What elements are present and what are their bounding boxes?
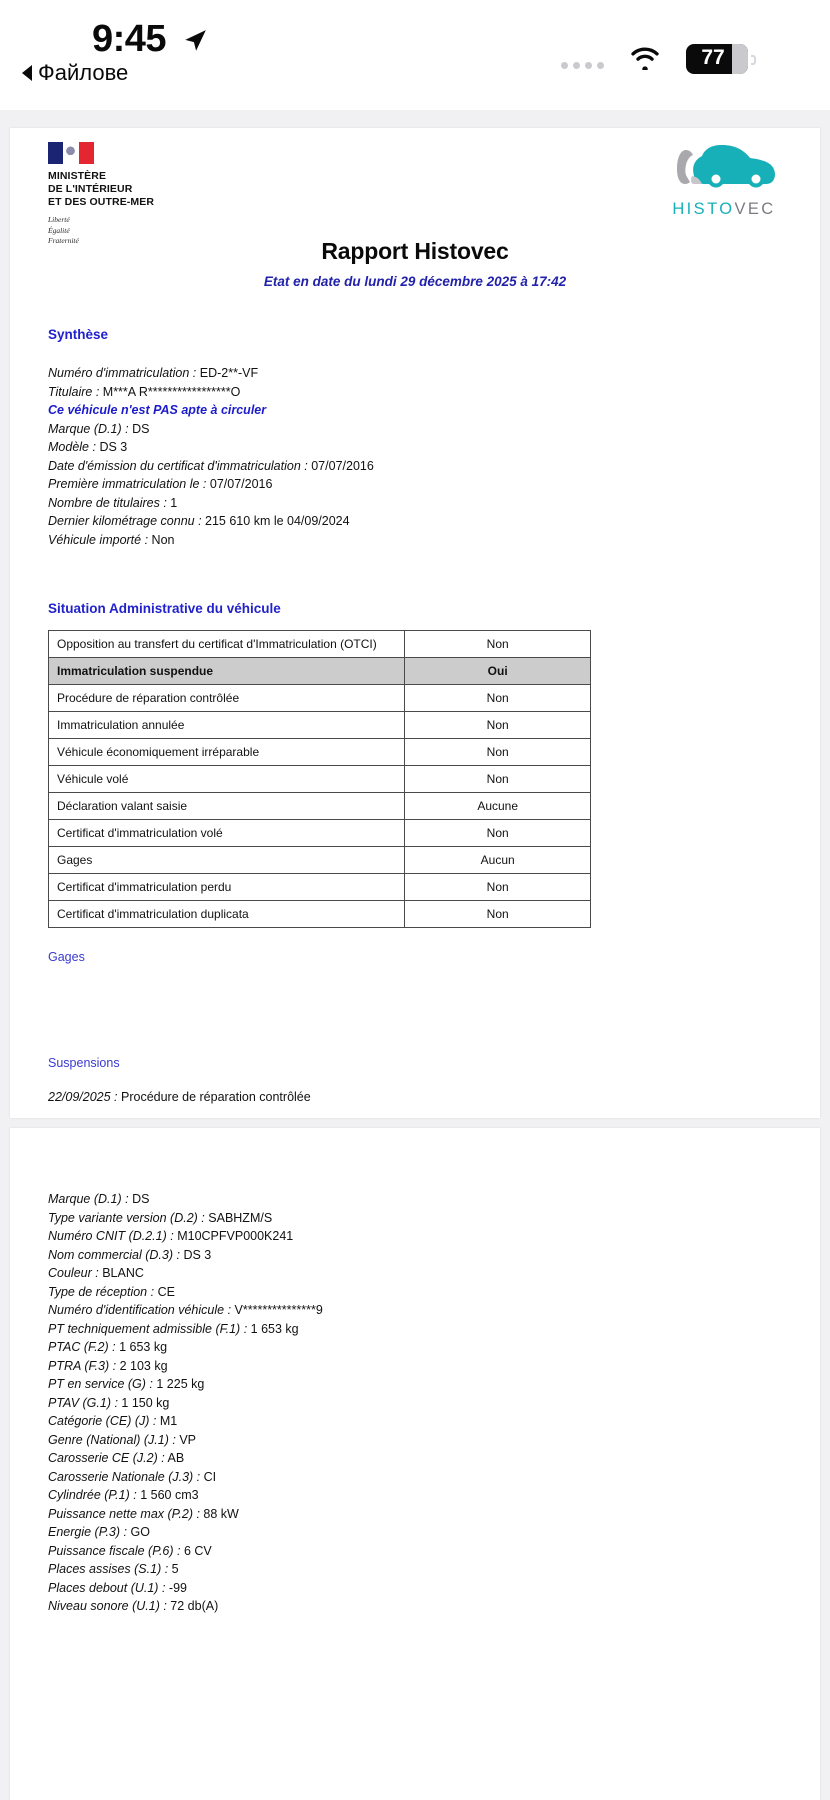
- label-cylindree: Cylindrée (P.1) :: [48, 1488, 137, 1502]
- logo-text-grey: VEC: [734, 200, 776, 218]
- row-value: Non: [405, 631, 591, 658]
- situation-administrative-table: [48, 630, 591, 928]
- table-row: [49, 739, 591, 766]
- vehicle-status-alert: Ce véhicule n'est PAS apte à circuler: [48, 403, 267, 417]
- synthese-row-date-emission: [48, 457, 782, 476]
- value-modele: DS 3: [99, 440, 128, 454]
- label-places-debout: Places debout (U.1) :: [48, 1580, 166, 1595]
- carac-row-marque: [48, 1190, 782, 1209]
- row-label: Immatriculation annulée: [49, 712, 405, 739]
- value-categorie: M1: [159, 1414, 178, 1428]
- value-carosserie-ce: AB: [167, 1451, 185, 1465]
- row-label: Immatriculation suspendue: [49, 658, 405, 685]
- value-titulaire: M***A R*****************O: [102, 384, 241, 399]
- label-type-variante: Type variante version (D.2) :: [48, 1210, 205, 1225]
- value-cylindree: 1 560 cm3: [140, 1488, 199, 1502]
- section-heading-gages: Gages: [48, 950, 85, 964]
- synthese-row-kilometrage: [48, 512, 782, 531]
- caracteristiques-list: [48, 1190, 782, 1616]
- french-flag-icon: [48, 142, 94, 164]
- value-puissance-fiscale: 6 CV: [183, 1543, 212, 1558]
- label-energie: Energie (P.3) :: [48, 1525, 127, 1539]
- ministry-line-2: DE L'INTÉRIEUR: [48, 183, 133, 196]
- synthese-row-marque: [48, 420, 782, 439]
- wifi-icon: [628, 44, 662, 70]
- location-arrow-icon: [182, 28, 208, 54]
- label-puissance-fiscale: Puissance fiscale (P.6) :: [48, 1543, 181, 1558]
- battery-percentage-label: 77: [701, 46, 725, 69]
- label-categorie: Catégorie (CE) (J) :: [48, 1414, 157, 1428]
- row-value: Non: [405, 874, 591, 901]
- value-niveau-sonore: 72 db(A): [170, 1599, 219, 1613]
- carac-row-nom-commercial: [48, 1246, 782, 1265]
- label-pt-admissible: PT techniquement admissible (F.1) :: [48, 1321, 248, 1336]
- carac-row-categorie: [48, 1412, 782, 1431]
- value-nombre-titulaires: 1: [170, 495, 178, 510]
- value-genre: VP: [179, 1432, 196, 1447]
- table-row: [49, 874, 591, 901]
- label-ptac: PTAC (F.2) :: [48, 1340, 116, 1354]
- table-row-highlighted: [49, 658, 591, 685]
- section-heading-situation: Situation Administrative du véhicule: [48, 601, 281, 616]
- label-ptra: PTRA (F.3) :: [48, 1358, 117, 1373]
- synthese-row-modele: [48, 438, 782, 457]
- table-body: [49, 631, 591, 928]
- row-value: Non: [405, 901, 591, 928]
- value-marque: DS: [132, 421, 150, 436]
- synthese-row-immatriculation: [48, 364, 782, 383]
- document-page-2: [10, 1128, 820, 1800]
- value-ptac: 1 653 kg: [119, 1340, 168, 1354]
- value-premiere-immat: 07/07/2016: [209, 477, 273, 491]
- row-label: Déclaration valant saisie: [49, 793, 405, 820]
- carac-row-type-variante: [48, 1209, 782, 1228]
- value-ptav: 1 150 kg: [121, 1395, 170, 1410]
- row-value: Non: [405, 739, 591, 766]
- row-label: Certificat d'immatriculation perdu: [49, 874, 405, 901]
- carac-row-puissance-fiscale: [48, 1542, 782, 1561]
- carac-row-type-reception: [48, 1283, 782, 1302]
- value-date-emission: 07/07/2016: [311, 458, 374, 473]
- carac-row-carosserie-nat: [48, 1468, 782, 1487]
- table-row: [49, 793, 591, 820]
- label-carosserie-ce: Carosserie CE (J.2) :: [48, 1451, 165, 1465]
- table-row: [49, 901, 591, 928]
- back-to-files-button[interactable]: [22, 60, 128, 86]
- label-carosserie-nationale: Carosserie Nationale (J.3) :: [48, 1469, 201, 1484]
- value-places-assises: 5: [171, 1562, 179, 1576]
- table-row: [49, 712, 591, 739]
- table-row: [49, 820, 591, 847]
- row-value: Oui: [405, 658, 591, 685]
- label-titulaire: Titulaire :: [48, 384, 100, 399]
- row-value: Non: [405, 685, 591, 712]
- label-kilometrage: Dernier kilométrage connu :: [48, 514, 202, 528]
- carac-row-puissance-nette: [48, 1505, 782, 1524]
- synthese-row-importe: [48, 531, 782, 550]
- carac-row-vin: [48, 1301, 782, 1320]
- section-heading-synthese: Synthèse: [48, 327, 109, 342]
- table-row: [49, 766, 591, 793]
- table-row: [49, 631, 591, 658]
- letterhead: [10, 128, 820, 246]
- label-nom-commercial: Nom commercial (D.3) :: [48, 1247, 180, 1262]
- synthese-row-premiere-immat: [48, 475, 782, 494]
- ios-status-bar: [0, 0, 830, 110]
- label-marque: Marque (D.1) :: [48, 1192, 129, 1206]
- value-nom-commercial: DS 3: [183, 1247, 212, 1262]
- row-value: Non: [405, 712, 591, 739]
- synthese-list: [48, 364, 782, 549]
- ministry-line-3: ET DES OUTRE-MER: [48, 196, 155, 209]
- carac-row-cylindree: [48, 1486, 782, 1505]
- status-bar-clock: 9:45: [92, 18, 167, 60]
- logo-text-teal: HISTO: [672, 200, 735, 218]
- value-type-reception: CE: [157, 1284, 175, 1299]
- value-vehicule-importe: Non: [151, 532, 175, 547]
- label-marque: Marque (D.1) :: [48, 421, 129, 436]
- carac-row-genre: [48, 1431, 782, 1450]
- row-label: Véhicule économiquement irréparable: [49, 739, 405, 766]
- value-couleur: BLANC: [102, 1266, 144, 1280]
- row-label: Gages: [49, 847, 405, 874]
- carac-row-ptra: [48, 1357, 782, 1376]
- label-numero-immatriculation: Numéro d'immatriculation :: [48, 366, 197, 380]
- row-label: Certificat d'immatriculation duplicata: [49, 901, 405, 928]
- carac-row-cnit: [48, 1227, 782, 1246]
- suspension-entry: [48, 1088, 782, 1107]
- row-value: Non: [405, 766, 591, 793]
- suspension-entry-date: 22/09/2025 :: [48, 1090, 118, 1104]
- label-ptav: PTAV (G.1) :: [48, 1395, 118, 1410]
- suspension-entry-text: Procédure de réparation contrôlée: [121, 1090, 311, 1104]
- label-vin: Numéro d'identification véhicule :: [48, 1303, 232, 1317]
- carac-row-couleur: [48, 1264, 782, 1283]
- histovec-car-icon: [668, 138, 780, 194]
- label-type-reception: Type de réception :: [48, 1284, 155, 1299]
- row-label: Véhicule volé: [49, 766, 405, 793]
- carac-row-ptac: [48, 1338, 782, 1357]
- ministry-name: [48, 170, 154, 210]
- value-pt-admissible: 1 653 kg: [250, 1321, 299, 1336]
- carac-row-places-assises: [48, 1560, 782, 1579]
- label-vehicule-importe: Véhicule importé :: [48, 532, 149, 547]
- document-page-1: [10, 128, 820, 1118]
- label-nombre-titulaires: Nombre de titulaires :: [48, 495, 167, 510]
- label-couleur: Couleur :: [48, 1266, 99, 1280]
- row-label: Opposition au transfert du certificat d'Immatriculation (OTCI): [49, 631, 405, 658]
- label-date-emission: Date d'émission du certificat d'immatriculation :: [48, 458, 308, 473]
- cellular-dots-icon: [561, 62, 604, 69]
- battery-tip-icon: [751, 55, 756, 65]
- histovec-wordmark: [664, 200, 784, 219]
- carac-row-places-debout: [48, 1579, 782, 1598]
- value-carosserie-nationale: CI: [203, 1469, 217, 1484]
- republic-motto: [48, 215, 154, 248]
- label-premiere-immat: Première immatriculation le :: [48, 477, 207, 491]
- carac-row-niveau-sonore: [48, 1597, 782, 1616]
- row-value: Aucun: [405, 847, 591, 874]
- carac-row-carosserie-ce: [48, 1449, 782, 1468]
- back-button-label: Файлове: [38, 60, 129, 85]
- value-kilometrage: 215 610 km le 04/09/2024: [205, 514, 350, 528]
- page-title: Rapport Histovec: [321, 238, 509, 264]
- table-row: [49, 685, 591, 712]
- value-places-debout: -99: [168, 1580, 187, 1595]
- motto-line-3: Fraternité: [48, 236, 79, 246]
- row-value: Aucune: [405, 793, 591, 820]
- value-type-variante: SABHZM/S: [208, 1210, 273, 1225]
- value-ptra: 2 103 kg: [119, 1358, 168, 1373]
- value-vin: V***************9: [234, 1303, 323, 1317]
- row-label: Certificat d'immatriculation volé: [49, 820, 405, 847]
- motto-line-1: Liberté: [48, 214, 70, 224]
- row-value: Non: [405, 820, 591, 847]
- carac-row-energie: [48, 1523, 782, 1542]
- carac-row-pt-admissible: [48, 1320, 782, 1339]
- carac-row-ptav: [48, 1394, 782, 1413]
- value-puissance-nette: 88 kW: [203, 1506, 239, 1521]
- histovec-logo: [664, 138, 784, 219]
- value-pt-service: 1 225 kg: [156, 1377, 205, 1391]
- label-cnit: Numéro CNIT (D.2.1) :: [48, 1229, 174, 1243]
- synthese-row-titulaire: [48, 383, 782, 402]
- label-genre: Genre (National) (J.1) :: [48, 1432, 176, 1447]
- value-numero-immatriculation: ED-2**-VF: [199, 366, 259, 380]
- label-puissance-nette: Puissance nette max (P.2) :: [48, 1506, 200, 1521]
- report-date-line: Etat en date du lundi 29 décembre 2025 à 17:42: [263, 274, 567, 289]
- value-marque: DS: [132, 1192, 150, 1206]
- table-row: [49, 847, 591, 874]
- value-cnit: M10CPFVP000K241: [177, 1229, 294, 1243]
- carac-row-pt-service: [48, 1375, 782, 1394]
- row-label: Procédure de réparation contrôlée: [49, 685, 405, 712]
- ministry-logo: [48, 142, 154, 247]
- back-chevron-icon: [22, 65, 32, 81]
- motto-line-2: Égalité: [48, 225, 70, 235]
- battery-level-indicator: [732, 44, 748, 74]
- value-energie: GO: [130, 1525, 150, 1539]
- section-heading-suspensions: Suspensions: [48, 1056, 120, 1070]
- label-places-assises: Places assises (S.1) :: [48, 1562, 169, 1576]
- label-pt-service: PT en service (G) :: [48, 1377, 153, 1391]
- label-modele: Modèle :: [48, 440, 96, 454]
- label-niveau-sonore: Niveau sonore (U.1) :: [48, 1599, 167, 1613]
- ministry-line-1: MINISTÈRE: [48, 170, 107, 182]
- synthese-row-nombre-titulaires: [48, 494, 782, 513]
